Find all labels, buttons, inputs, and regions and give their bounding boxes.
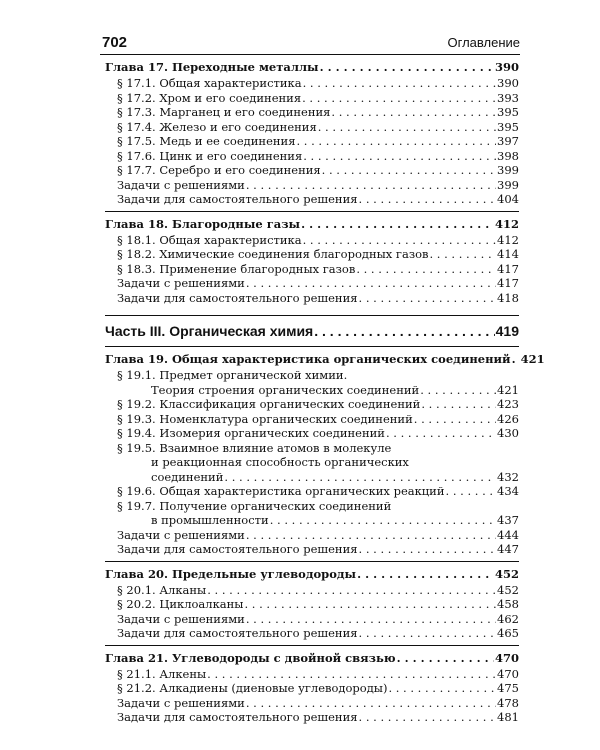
toc-item[interactable] xyxy=(105,412,519,427)
page-ref: 452 xyxy=(497,582,519,597)
page-ref: 412 xyxy=(497,232,519,247)
toc-item[interactable] xyxy=(105,368,519,383)
chapter-20-entry[interactable] xyxy=(105,566,519,583)
page-ref: 447 xyxy=(497,542,519,556)
page-ref: 462 xyxy=(497,611,519,626)
toc-item[interactable] xyxy=(105,484,519,499)
item-title: Задачи с решениями xyxy=(117,695,245,710)
toc-item[interactable] xyxy=(105,441,519,456)
page-ref: 395 xyxy=(497,119,519,134)
item-title: § 21.2. Алкадиены (диеновые углеводороды) xyxy=(117,681,388,695)
part-3-entry[interactable] xyxy=(105,320,519,342)
chapter-19-entry[interactable] xyxy=(105,351,545,368)
page-ref: 393 xyxy=(497,90,519,105)
page-ref: 421 xyxy=(520,352,545,366)
toc-item[interactable] xyxy=(105,163,519,178)
toc-item[interactable] xyxy=(105,696,519,711)
item-title: § 17.4. Железо и его соединения xyxy=(117,119,317,134)
running-header xyxy=(100,30,520,55)
item-title: Задачи для самостоятельного решения xyxy=(117,192,358,206)
chapter-title: Глава 21. Углеводороды с двойной связью xyxy=(105,650,396,665)
item-title: § 19.4. Изомерия органических соединений xyxy=(117,426,385,440)
page-ref: 452 xyxy=(494,566,519,581)
page-ref: 412 xyxy=(494,216,519,231)
page-ref: 426 xyxy=(497,411,519,426)
page-ref: 417 xyxy=(497,261,519,276)
toc-item[interactable] xyxy=(105,291,519,306)
page-ref: 430 xyxy=(497,426,519,440)
page-ref: 398 xyxy=(497,148,519,163)
item-title: § 17.3. Марганец и его соединения xyxy=(117,105,331,119)
item-title: § 19.1. Предмет органической химии. xyxy=(117,368,348,382)
page-ref: 397 xyxy=(497,134,519,148)
page-ref: 418 xyxy=(497,290,519,305)
page-ref: 421 xyxy=(497,382,519,397)
page-ref: 437 xyxy=(497,513,519,527)
toc-item[interactable] xyxy=(105,667,519,682)
item-title: § 19.5. Взаимное влияние атомов в молекуле xyxy=(117,440,392,455)
item-title: соединений xyxy=(151,469,224,484)
item-title: Задачи для самостоятельного решения xyxy=(117,710,358,724)
toc-item[interactable] xyxy=(105,612,519,627)
toc-item[interactable] xyxy=(105,583,519,598)
toc-item-continued[interactable] xyxy=(105,383,519,398)
chapter-17-entry[interactable] xyxy=(105,59,519,76)
item-title: Теория строения органических соединений xyxy=(151,382,420,397)
part-title: Часть III. Органическая химия xyxy=(105,323,314,339)
toc-item[interactable] xyxy=(105,233,519,248)
toc-item[interactable] xyxy=(105,91,519,106)
divider xyxy=(105,346,519,347)
page-ref: 419 xyxy=(495,323,519,339)
item-title: Задачи с решениями xyxy=(117,611,245,626)
toc-item[interactable] xyxy=(105,105,519,120)
page-ref: 399 xyxy=(497,163,519,177)
toc-item[interactable] xyxy=(105,120,519,135)
toc-item[interactable] xyxy=(105,597,519,612)
page-ref: 423 xyxy=(497,397,519,411)
toc-item[interactable] xyxy=(105,626,519,641)
item-title: § 21.1. Алкены xyxy=(117,666,207,681)
page-ref: 470 xyxy=(494,650,519,665)
chapter-title: Глава 19. Общая характеристика органических соединений xyxy=(105,352,511,366)
toc-item-continued[interactable] xyxy=(105,513,519,528)
toc-item[interactable] xyxy=(105,426,519,441)
toc-item[interactable] xyxy=(105,710,519,725)
item-title: Задачи для самостоятельного решения xyxy=(117,290,358,305)
item-title: § 17.7. Серебро и его соединения xyxy=(117,163,321,177)
item-title: § 17.5. Медь и ее соединения xyxy=(117,134,296,148)
item-title: § 18.2. Химические соединения благородных газов xyxy=(117,247,429,261)
item-title: Задачи для самостоятельного решения xyxy=(117,542,358,556)
page-ref: 404 xyxy=(497,192,519,206)
item-title: Задачи с решениями xyxy=(117,527,245,542)
toc-item[interactable] xyxy=(105,276,519,291)
page-ref: 395 xyxy=(497,105,519,119)
page-ref: 478 xyxy=(497,695,519,710)
page-ref: 432 xyxy=(497,469,519,484)
divider xyxy=(105,645,519,646)
chapter-18-entry[interactable] xyxy=(105,216,519,233)
page-ref: 444 xyxy=(497,527,519,542)
item-title: § 17.2. Хром и его соединения xyxy=(117,90,302,105)
item-title: § 18.3. Применение благородных газов xyxy=(117,261,356,276)
page-ref: 434 xyxy=(497,484,519,498)
toc-item[interactable] xyxy=(105,247,519,262)
divider xyxy=(105,561,519,562)
item-title: § 18.1. Общая характеристика xyxy=(117,232,302,247)
item-title: § 20.2. Циклоалканы xyxy=(117,597,244,611)
item-title: § 17.1. Общая характеристика xyxy=(117,76,302,90)
toc-item[interactable] xyxy=(105,499,519,514)
page-ref: 470 xyxy=(497,666,519,681)
item-title: и реакционная способность органических xyxy=(151,455,409,469)
page-ref: 414 xyxy=(497,247,519,261)
page-ref: 390 xyxy=(494,60,519,74)
toc-item[interactable] xyxy=(105,262,519,277)
item-title: в промышленности xyxy=(151,513,269,527)
page-ref: 465 xyxy=(497,626,519,640)
toc-item[interactable] xyxy=(105,542,519,557)
item-title: § 19.7. Получение органических соединений xyxy=(117,498,392,513)
page-ref: 475 xyxy=(497,681,519,695)
toc-item[interactable] xyxy=(105,192,519,207)
running-title: Оглавление xyxy=(447,35,520,50)
page-ref: 417 xyxy=(497,276,519,290)
item-title: Задачи для самостоятельного решения xyxy=(117,626,358,640)
toc-item[interactable] xyxy=(105,76,519,91)
chapter-title: Глава 17. Переходные металлы xyxy=(105,60,319,74)
chapter-title: Глава 20. Предельные углеводороды xyxy=(105,566,357,581)
divider xyxy=(105,315,519,316)
toc-item[interactable] xyxy=(105,528,519,543)
toc-item-continued[interactable] xyxy=(105,455,519,470)
page-ref: 458 xyxy=(497,597,519,611)
item-title: § 19.3. Номенклатура органических соединений xyxy=(117,411,413,426)
item-title: § 17.6. Цинк и его соединения xyxy=(117,148,303,163)
item-title: § 19.6. Общая характеристика органических реакций xyxy=(117,484,445,498)
toc-item[interactable] xyxy=(105,178,519,193)
toc-item-continued[interactable] xyxy=(105,470,519,485)
divider xyxy=(105,211,519,212)
item-title: Задачи с решениями xyxy=(117,177,245,192)
table-of-contents xyxy=(105,59,545,725)
page-ref: 399 xyxy=(497,177,519,192)
page-ref: 390 xyxy=(497,76,519,90)
page-ref: 481 xyxy=(497,710,519,724)
item-title: § 20.1. Алканы xyxy=(117,582,207,597)
item-title: § 19.2. Классификация органических соединений xyxy=(117,397,421,411)
item-title: Задачи с решениями xyxy=(117,276,245,290)
toc-item[interactable] xyxy=(105,681,519,696)
toc-item[interactable] xyxy=(105,149,519,164)
toc-item[interactable] xyxy=(105,397,519,412)
chapter-21-entry[interactable] xyxy=(105,650,519,667)
chapter-title: Глава 18. Благородные газы xyxy=(105,216,301,231)
toc-item[interactable] xyxy=(105,134,519,149)
page-number: 702 xyxy=(102,34,128,51)
